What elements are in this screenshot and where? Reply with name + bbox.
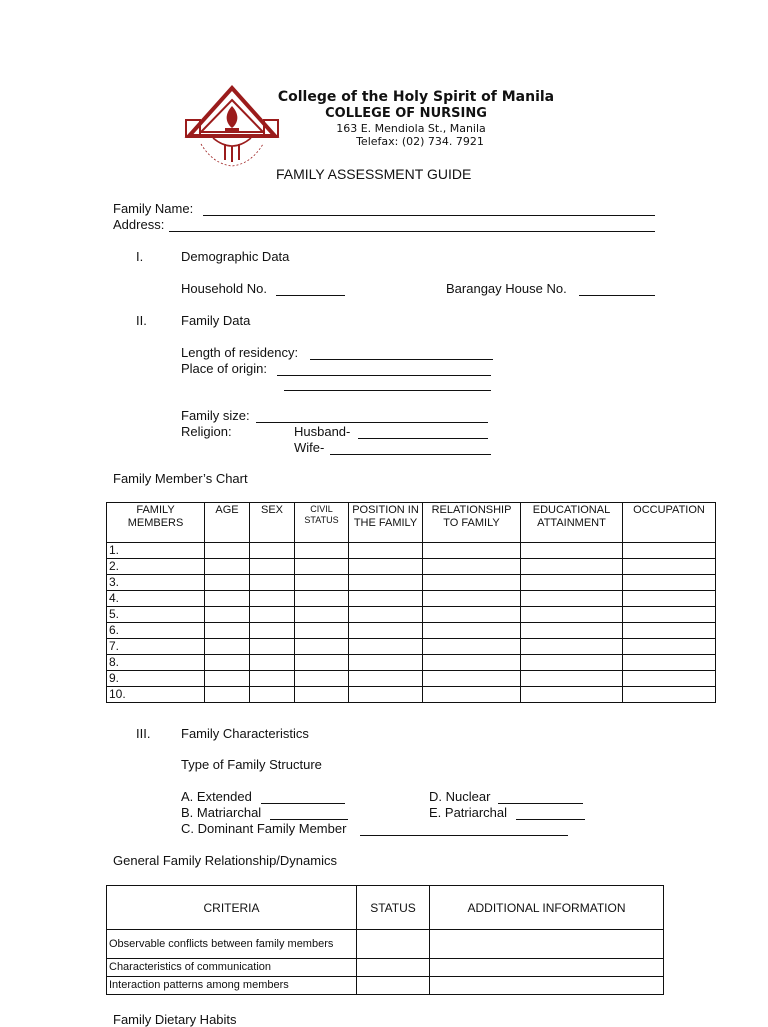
civil-status-cell[interactable] <box>295 607 349 623</box>
sex-cell[interactable] <box>250 591 295 607</box>
header-age: AGE <box>205 503 250 543</box>
civil-status-cell[interactable] <box>295 575 349 591</box>
matriarchal-field[interactable] <box>270 807 348 820</box>
sex-cell[interactable] <box>250 655 295 671</box>
position-cell[interactable] <box>349 607 423 623</box>
section-1-numeral: I. <box>136 249 144 264</box>
occupation-cell[interactable] <box>623 623 716 639</box>
row-number: 7. <box>107 639 205 655</box>
barangay-field[interactable] <box>579 283 655 296</box>
option-patriarchal: E. Patriarchal <box>429 805 508 820</box>
wife-religion-field[interactable] <box>330 442 491 455</box>
occupation-cell[interactable] <box>623 655 716 671</box>
origin-field-2[interactable] <box>284 378 491 391</box>
civil-status-cell[interactable] <box>295 591 349 607</box>
relationship-cell[interactable] <box>423 623 521 639</box>
origin-field[interactable] <box>277 363 491 376</box>
husband-label: Husband- <box>294 424 351 439</box>
position-cell[interactable] <box>349 655 423 671</box>
occupation-cell[interactable] <box>623 639 716 655</box>
family-name-row <box>113 201 193 216</box>
header-relationship: RELATIONSHIP TO FAMILY <box>423 503 521 543</box>
age-cell[interactable] <box>205 575 250 591</box>
family-size-field[interactable] <box>256 410 488 423</box>
table-row <box>107 959 664 977</box>
additional-info-cell[interactable] <box>430 959 664 977</box>
household-field[interactable] <box>276 283 345 296</box>
sex-cell[interactable] <box>250 687 295 703</box>
header-position: POSITION IN THE FAMILY <box>349 503 423 543</box>
criteria-cell: Interaction patterns among members <box>107 977 357 995</box>
position-cell[interactable] <box>349 687 423 703</box>
position-cell[interactable] <box>349 559 423 575</box>
college-seal-logo <box>183 84 281 170</box>
criteria-cell: Characteristics of communication <box>107 959 357 977</box>
header-family-members: FAMILY MEMBERS <box>107 503 205 543</box>
patriarchal-field[interactable] <box>516 807 585 820</box>
family-members-table <box>106 502 716 703</box>
section-1-title: Demographic Data <box>181 249 290 264</box>
college-name: COLLEGE OF NURSING <box>325 106 487 121</box>
residency-label: Length of residency: <box>181 345 299 360</box>
document-title: FAMILY ASSESSMENT GUIDE <box>276 166 472 182</box>
civil-status-cell[interactable] <box>295 639 349 655</box>
education-cell[interactable] <box>521 543 623 559</box>
position-cell[interactable] <box>349 591 423 607</box>
education-cell[interactable] <box>521 559 623 575</box>
occupation-cell[interactable] <box>623 575 716 591</box>
row-number: 2. <box>107 559 205 575</box>
dynamics-header-row <box>107 886 664 930</box>
position-cell[interactable] <box>349 639 423 655</box>
education-cell[interactable] <box>521 575 623 591</box>
option-dominant: C. Dominant Family Member <box>181 821 347 836</box>
education-cell[interactable] <box>521 591 623 607</box>
age-cell[interactable] <box>205 639 250 655</box>
table-row <box>107 591 716 607</box>
family-name-label: Family Name: <box>113 201 194 216</box>
family-name-field[interactable] <box>203 203 655 216</box>
table-row <box>107 559 716 575</box>
husband-religion-field[interactable] <box>358 426 488 439</box>
row-number: 9. <box>107 671 205 687</box>
additional-info-cell[interactable] <box>430 977 664 995</box>
sex-cell[interactable] <box>250 623 295 639</box>
section-2-numeral: II. <box>136 313 147 328</box>
section-3-title: Family Characteristics <box>181 726 309 741</box>
additional-info-cell[interactable] <box>430 930 664 959</box>
members-header-row <box>107 503 716 543</box>
dominant-member-field[interactable] <box>360 823 568 836</box>
status-cell[interactable] <box>357 930 430 959</box>
age-cell[interactable] <box>205 591 250 607</box>
relationship-cell[interactable] <box>423 687 521 703</box>
relationship-cell[interactable] <box>423 591 521 607</box>
school-name: College of the Holy Spirit of Manila <box>277 89 555 105</box>
criteria-cell: Observable conflicts between family members <box>107 930 357 959</box>
position-cell[interactable] <box>349 543 423 559</box>
row-number: 10. <box>107 687 205 703</box>
occupation-cell[interactable] <box>623 671 716 687</box>
occupation-cell[interactable] <box>623 543 716 559</box>
occupation-cell[interactable] <box>623 591 716 607</box>
table-row <box>107 607 716 623</box>
header-occupation: OCCUPATION <box>623 503 716 543</box>
civil-status-cell[interactable] <box>295 671 349 687</box>
relationship-cell[interactable] <box>423 639 521 655</box>
header-additional-info: ADDITIONAL INFORMATION <box>430 886 664 930</box>
civil-status-cell[interactable] <box>295 655 349 671</box>
age-cell[interactable] <box>205 671 250 687</box>
header-education: EDUCATIONAL ATTAINMENT <box>521 503 623 543</box>
row-number: 3. <box>107 575 205 591</box>
row-number: 6. <box>107 623 205 639</box>
occupation-cell[interactable] <box>623 559 716 575</box>
sex-cell[interactable] <box>250 559 295 575</box>
header-status: STATUS <box>357 886 430 930</box>
table-row <box>107 655 716 671</box>
nuclear-field[interactable] <box>498 791 583 804</box>
dietary-title: Family Dietary Habits <box>113 1012 237 1027</box>
education-cell[interactable] <box>521 687 623 703</box>
dynamics-table <box>106 885 664 995</box>
education-cell[interactable] <box>521 639 623 655</box>
relationship-cell[interactable] <box>423 671 521 687</box>
sex-cell[interactable] <box>250 639 295 655</box>
occupation-cell[interactable] <box>623 607 716 623</box>
age-cell[interactable] <box>205 655 250 671</box>
family-size-label: Family size: <box>181 408 250 423</box>
college-telefax: Telefax: (02) 734. 7921 <box>356 135 484 148</box>
table-row <box>107 575 716 591</box>
address-label: Address: <box>113 217 165 232</box>
members-chart-title: Family Member’s Chart <box>113 471 248 486</box>
civil-status-cell[interactable] <box>295 623 349 639</box>
sex-cell[interactable] <box>250 575 295 591</box>
dynamics-title: General Family Relationship/Dynamics <box>113 853 337 868</box>
row-number: 8. <box>107 655 205 671</box>
wife-label: Wife- <box>294 440 325 455</box>
college-address: 163 E. Mendiola St., Manila <box>336 122 486 135</box>
status-cell[interactable] <box>357 959 430 977</box>
age-cell[interactable] <box>205 607 250 623</box>
education-cell[interactable] <box>521 607 623 623</box>
religion-label: Religion: <box>181 424 232 439</box>
position-cell[interactable] <box>349 623 423 639</box>
position-cell[interactable] <box>349 575 423 591</box>
header-sex: SEX <box>250 503 295 543</box>
section-2-title: Family Data <box>181 313 251 328</box>
status-cell[interactable] <box>357 977 430 995</box>
position-cell[interactable] <box>349 671 423 687</box>
relationship-cell[interactable] <box>423 655 521 671</box>
row-number: 4. <box>107 591 205 607</box>
table-row <box>107 977 664 995</box>
origin-label: Place of origin: <box>181 361 267 376</box>
relationship-cell[interactable] <box>423 559 521 575</box>
option-matriarchal: B. Matriarchal <box>181 805 262 820</box>
education-cell[interactable] <box>521 655 623 671</box>
age-cell[interactable] <box>205 623 250 639</box>
address-field[interactable] <box>169 219 655 232</box>
table-row <box>107 671 716 687</box>
option-extended: A. Extended <box>181 789 252 804</box>
civil-status-cell[interactable] <box>295 559 349 575</box>
relationship-cell[interactable] <box>423 575 521 591</box>
age-cell[interactable] <box>205 687 250 703</box>
sex-cell[interactable] <box>250 543 295 559</box>
option-nuclear: D. Nuclear <box>429 789 491 804</box>
age-cell[interactable] <box>205 559 250 575</box>
structure-title: Type of Family Structure <box>181 757 322 772</box>
residency-field[interactable] <box>310 347 493 360</box>
occupation-cell[interactable] <box>623 687 716 703</box>
sex-cell[interactable] <box>250 671 295 687</box>
relationship-cell[interactable] <box>423 543 521 559</box>
education-cell[interactable] <box>521 623 623 639</box>
header-criteria: CRITERIA <box>107 886 357 930</box>
extended-field[interactable] <box>261 791 345 804</box>
table-row <box>107 930 664 959</box>
civil-status-cell[interactable] <box>295 687 349 703</box>
age-cell[interactable] <box>205 543 250 559</box>
household-label: Household No. <box>181 281 267 296</box>
row-number: 1. <box>107 543 205 559</box>
sex-cell[interactable] <box>250 607 295 623</box>
section-3-numeral: III. <box>136 726 151 741</box>
table-row <box>107 687 716 703</box>
table-row <box>107 639 716 655</box>
civil-status-cell[interactable] <box>295 543 349 559</box>
barangay-label: Barangay House No. <box>446 281 567 296</box>
row-number: 5. <box>107 607 205 623</box>
education-cell[interactable] <box>521 671 623 687</box>
table-row <box>107 623 716 639</box>
relationship-cell[interactable] <box>423 607 521 623</box>
header-civil-status: CIVIL STATUS <box>295 503 349 543</box>
table-row <box>107 543 716 559</box>
